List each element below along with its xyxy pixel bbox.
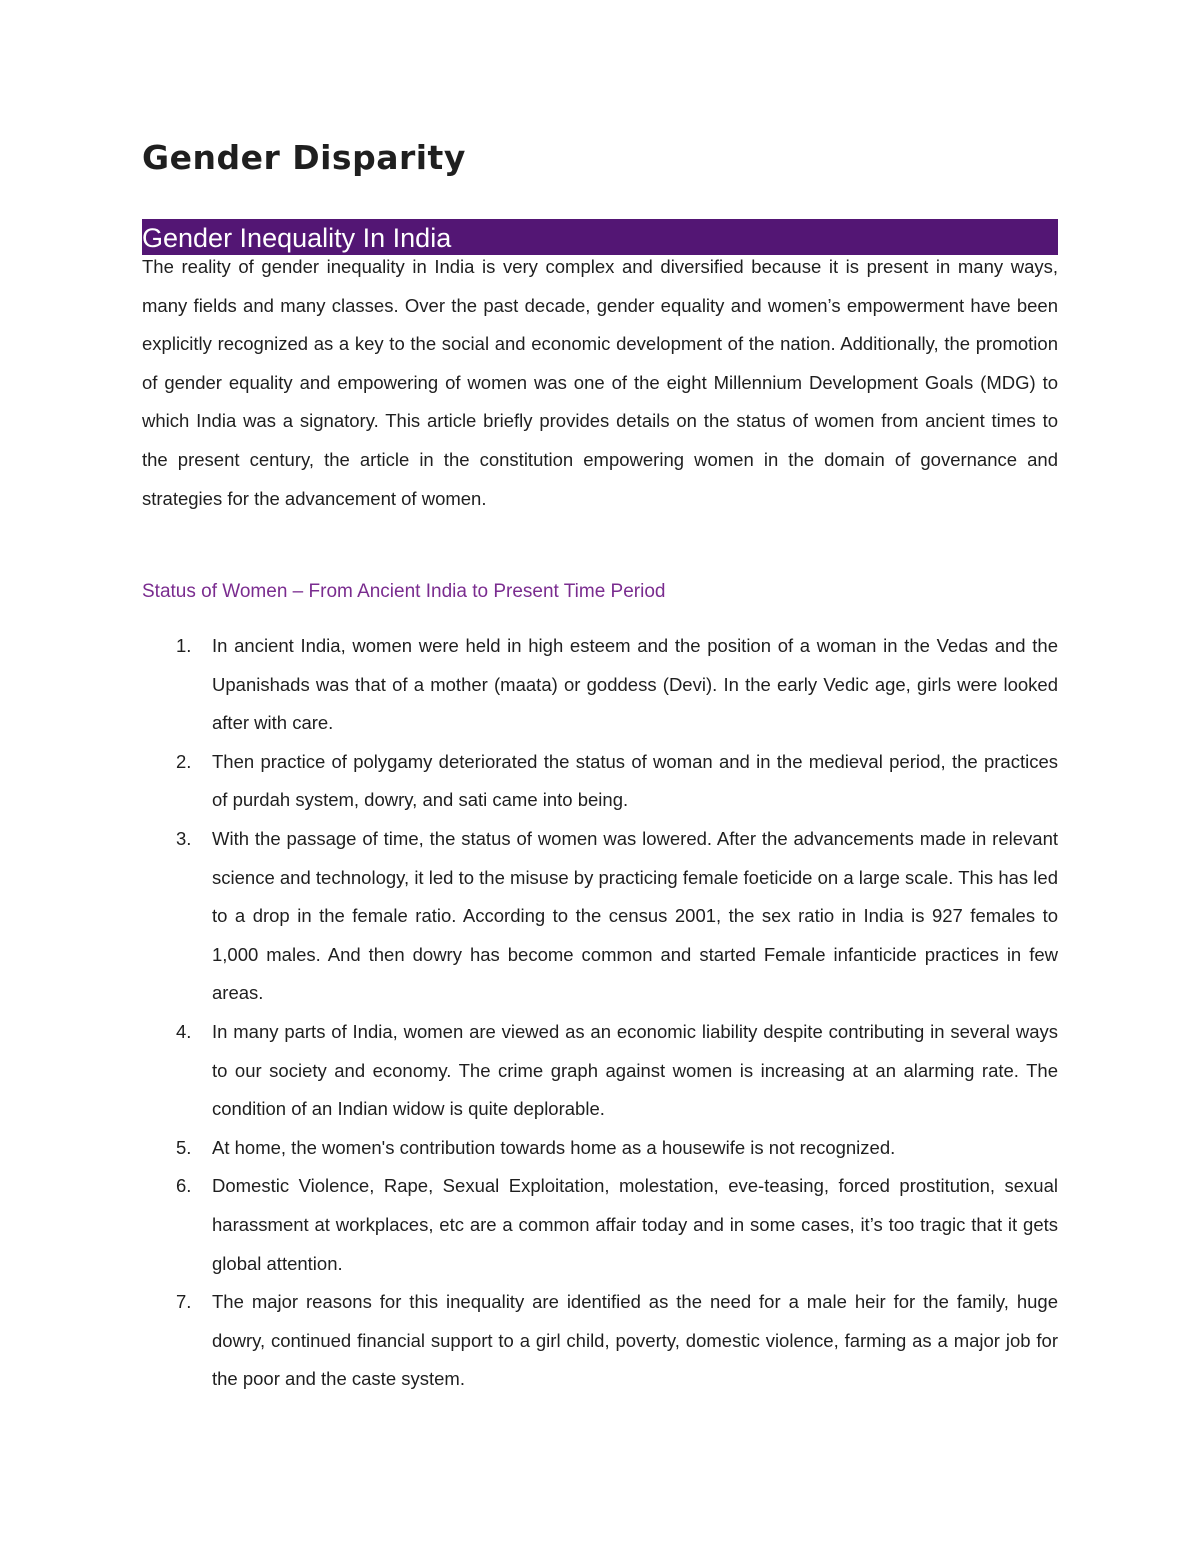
list-item-number: 7. (176, 1291, 192, 1313)
list-item-text: Domestic Violence, Rape, Sexual Exploitation, molestation, eve-teasing, forced prostitution, sexual harassment at workplaces, etc are a common affair today and in some cases, it’s too tragic that it gets global attention. (212, 1175, 1058, 1274)
document-title: Gender Disparity (142, 138, 466, 177)
list-item-number: 6. (176, 1175, 192, 1197)
list-item-text: The major reasons for this inequality are identified as the need for a male heir for the family, huge dowry, continued financial support to a girl child, poverty, domestic violence, farming as a major job for the poor and the caste system. (212, 1291, 1058, 1390)
intro-paragraph: The reality of gender inequality in India is very complex and diversified because it is present in many ways, many fields and many classes. Over the past decade, gender equality and women’s empowerment have been explicitly recognized as a key to the social and economic development of the nation. Additionally, the promotion of gender equality and empowering of women was one of the eight Millennium Development Goals (MDG) to which India was a signatory. This article briefly provides details on the status of women from ancient times to the present century, the article in the constitution empowering women in the domain of governance and strategies for the advancement of women. (142, 256, 1058, 509)
section-heading: Gender Inequality In India (142, 223, 452, 253)
list-item-text: With the passage of time, the status of women was lowered. After the advancements made in relevant science and technology, it led to the misuse by practicing female foeticide on a large scale. This has led to a drop in the female ratio. According to the census 2001, the sex ratio in India is 927 females to 1,000 males. And then dowry has become common and started Female infanticide practices in few areas. (212, 827, 1058, 1004)
list-item (142, 627, 1058, 743)
list-item (142, 743, 1058, 820)
list-item-number: 4. (176, 1020, 192, 1042)
list-item (142, 820, 1058, 1013)
list-item-number: 3. (176, 827, 192, 849)
list-item-text: In ancient India, women were held in high esteem and the position of a woman in the Vedas and the Upanishads was that of a mother (maata) or goddess (Devi). In the early Vedic age, girls were looked after with care. (212, 635, 1058, 734)
sub-heading: Status of Women – From Ancient India to Present Time Period (142, 581, 666, 602)
list-item-number: 2. (176, 750, 192, 772)
list-item (142, 1129, 1058, 1168)
list-item-text: At home, the women's contribution towards home as a housewife is not recognized. (212, 1136, 896, 1158)
list-item (142, 1283, 1058, 1399)
list-item (142, 1167, 1058, 1283)
list-item-text: In many parts of India, women are viewed as an economic liability despite contributing in several ways to our society and economy. The crime graph against women is increasing at an alarming rate. The condition of an Indian widow is quite deplorable. (212, 1020, 1058, 1120)
status-list (142, 627, 1058, 1399)
list-item-text: Then practice of polygamy deteriorated the status of woman and in the medieval period, the practices of purdah system, dowry, and sati came into being. (212, 750, 1058, 811)
list-item-number: 5. (176, 1136, 192, 1158)
list-item-number: 1. (176, 635, 192, 656)
list-item (142, 1013, 1058, 1129)
